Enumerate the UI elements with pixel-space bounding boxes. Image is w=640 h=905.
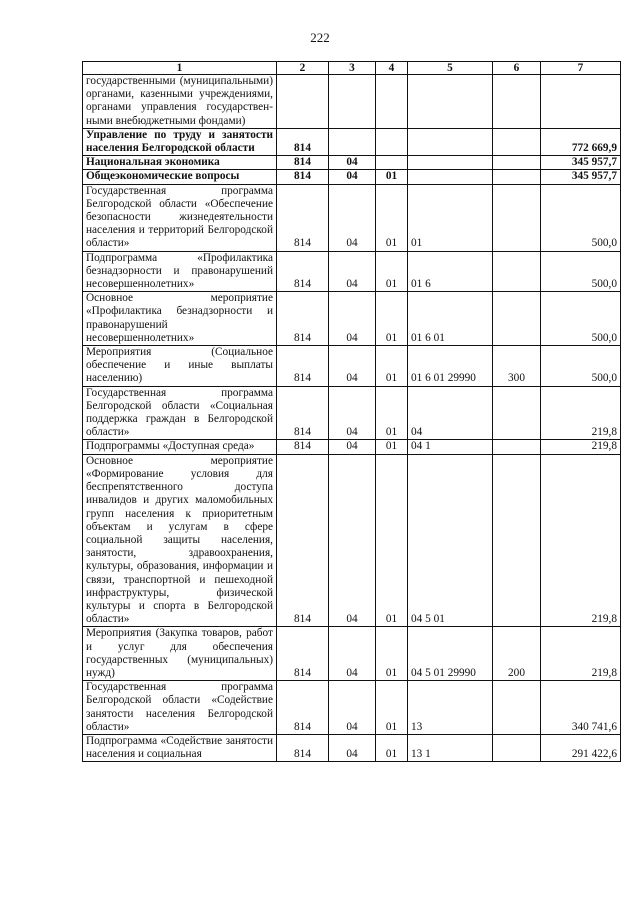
header-col-2: 2 bbox=[277, 62, 329, 75]
row-name: Государственная программа Белгородской области «Социальная поддержка граждан в Белгородской области» bbox=[83, 386, 277, 440]
row-col-3: 04 bbox=[329, 346, 376, 387]
budget-table bbox=[82, 61, 621, 762]
row-col-2: 814 bbox=[277, 734, 329, 761]
row-col-2: 814 bbox=[277, 681, 329, 735]
row-col-7: 500,0 bbox=[541, 184, 621, 251]
row-col-6 bbox=[493, 454, 541, 627]
header-col-1: 1 bbox=[83, 62, 277, 75]
row-col-5: 13 bbox=[408, 681, 493, 735]
row-col-6 bbox=[493, 170, 541, 184]
row-col-4: 01 bbox=[376, 346, 408, 387]
table-row bbox=[83, 251, 621, 292]
row-col-3: 04 bbox=[329, 184, 376, 251]
row-col-2: 814 bbox=[277, 128, 329, 155]
row-name: Управление по труду и занятости населения Белгородской области bbox=[83, 128, 277, 155]
row-col-7: 340 741,6 bbox=[541, 681, 621, 735]
table-row bbox=[83, 75, 621, 129]
row-col-3: 04 bbox=[329, 440, 376, 454]
row-col-6: 300 bbox=[493, 346, 541, 387]
row-col-7: 500,0 bbox=[541, 292, 621, 346]
row-col-5: 04 bbox=[408, 386, 493, 440]
row-col-4 bbox=[376, 128, 408, 155]
row-col-4: 01 bbox=[376, 170, 408, 184]
row-col-2: 814 bbox=[277, 627, 329, 681]
row-col-6 bbox=[493, 128, 541, 155]
row-col-2: 814 bbox=[277, 251, 329, 292]
row-col-6 bbox=[493, 75, 541, 129]
table-row bbox=[83, 128, 621, 155]
row-col-5 bbox=[408, 128, 493, 155]
row-col-5 bbox=[408, 156, 493, 170]
row-col-3: 04 bbox=[329, 170, 376, 184]
row-col-4: 01 bbox=[376, 386, 408, 440]
table-row bbox=[83, 346, 621, 387]
row-col-7: 345 957,7 bbox=[541, 156, 621, 170]
page-number: 222 bbox=[310, 30, 330, 45]
row-col-7: 500,0 bbox=[541, 251, 621, 292]
row-col-5: 01 6 01 29990 bbox=[408, 346, 493, 387]
row-name: Государственная программа Белгородской области «Обеспечение безопасности жизнедеятельности населения и территорий Белгородской области» bbox=[83, 184, 277, 251]
row-col-4: 01 bbox=[376, 627, 408, 681]
row-col-2: 814 bbox=[277, 440, 329, 454]
row-col-4: 01 bbox=[376, 734, 408, 761]
row-name: Подпрограммы «Доступная среда» bbox=[83, 440, 277, 454]
row-col-2: 814 bbox=[277, 454, 329, 627]
table-row bbox=[83, 184, 621, 251]
row-col-5: 04 5 01 29990 bbox=[408, 627, 493, 681]
row-col-5: 01 6 bbox=[408, 251, 493, 292]
row-col-2: 814 bbox=[277, 386, 329, 440]
table-header-row bbox=[83, 62, 621, 75]
row-col-3: 04 bbox=[329, 627, 376, 681]
row-name: Основное мероприятие «Формирование условия для беспрепятственного доступа инвалидов и других маломобильных групп населения к приоритетным объектам и услугам в сфере социальной защиты населения, занятости, здравоохранения, культуры, образования, информации и связи, транспортной и пешеходной инфраструктуры, физической культуры и спорта в Белгородской области» bbox=[83, 454, 277, 627]
row-col-5: 01 6 01 bbox=[408, 292, 493, 346]
row-col-2: 814 bbox=[277, 156, 329, 170]
row-col-6 bbox=[493, 156, 541, 170]
row-col-3: 04 bbox=[329, 454, 376, 627]
row-col-3 bbox=[329, 75, 376, 129]
table-row bbox=[83, 440, 621, 454]
row-col-3: 04 bbox=[329, 156, 376, 170]
table-row bbox=[83, 292, 621, 346]
row-col-6 bbox=[493, 292, 541, 346]
row-col-3: 04 bbox=[329, 292, 376, 346]
row-col-6 bbox=[493, 184, 541, 251]
row-col-4 bbox=[376, 156, 408, 170]
row-name: Подпрограмма «Профилактика безнадзорности и правонарушений несовершеннолетних» bbox=[83, 251, 277, 292]
table-row bbox=[83, 386, 621, 440]
row-col-4: 01 bbox=[376, 454, 408, 627]
row-col-6 bbox=[493, 681, 541, 735]
row-col-4: 01 bbox=[376, 681, 408, 735]
row-col-5 bbox=[408, 75, 493, 129]
row-col-3: 04 bbox=[329, 251, 376, 292]
row-col-6: 200 bbox=[493, 627, 541, 681]
row-name: Мероприятия (Социальное обеспечение и иные выплаты населению) bbox=[83, 346, 277, 387]
row-col-7: 219,8 bbox=[541, 386, 621, 440]
row-col-5: 01 bbox=[408, 184, 493, 251]
row-name: Государственная программа Белгородской области «Содействие занятости населения Белгородской области» bbox=[83, 681, 277, 735]
row-col-5: 04 5 01 bbox=[408, 454, 493, 627]
row-name: Общеэкономические вопросы bbox=[83, 170, 277, 184]
row-col-2: 814 bbox=[277, 346, 329, 387]
row-name: Мероприятия (Закупка товаров, работ и услуг для обеспечения государственных (муниципальных) нужд) bbox=[83, 627, 277, 681]
row-col-2 bbox=[277, 75, 329, 129]
row-col-3: 04 bbox=[329, 681, 376, 735]
header-col-4: 4 bbox=[376, 62, 408, 75]
row-col-4: 01 bbox=[376, 251, 408, 292]
row-col-7 bbox=[541, 75, 621, 129]
row-col-7: 291 422,6 bbox=[541, 734, 621, 761]
row-col-6 bbox=[493, 734, 541, 761]
row-col-7: 219,8 bbox=[541, 627, 621, 681]
row-col-5: 04 1 bbox=[408, 440, 493, 454]
row-col-6 bbox=[493, 386, 541, 440]
row-col-4 bbox=[376, 75, 408, 129]
row-name: государственными (муниципальными) органами, казенными учреждениями, органами управления государствен-ными внебюджетными фондами) bbox=[83, 75, 277, 129]
row-col-7: 219,8 bbox=[541, 454, 621, 627]
row-col-3: 04 bbox=[329, 386, 376, 440]
row-col-2: 814 bbox=[277, 292, 329, 346]
row-col-6 bbox=[493, 440, 541, 454]
row-col-4: 01 bbox=[376, 184, 408, 251]
row-col-5: 13 1 bbox=[408, 734, 493, 761]
row-col-3 bbox=[329, 128, 376, 155]
header-col-7: 7 bbox=[541, 62, 621, 75]
row-col-7: 772 669,9 bbox=[541, 128, 621, 155]
row-col-7: 345 957,7 bbox=[541, 170, 621, 184]
table-row bbox=[83, 734, 621, 761]
row-col-6 bbox=[493, 251, 541, 292]
table-row bbox=[83, 170, 621, 184]
row-col-5 bbox=[408, 170, 493, 184]
row-col-3: 04 bbox=[329, 734, 376, 761]
row-col-4: 01 bbox=[376, 440, 408, 454]
header-col-3: 3 bbox=[329, 62, 376, 75]
row-col-7: 219,8 bbox=[541, 440, 621, 454]
row-name: Подпрограмма «Содействие занятости населения и социальная bbox=[83, 734, 277, 761]
table-row bbox=[83, 681, 621, 735]
row-name: Основное мероприятие «Профилактика безнадзорности и правонарушений несовершеннолетних» bbox=[83, 292, 277, 346]
row-col-4: 01 bbox=[376, 292, 408, 346]
table-row bbox=[83, 156, 621, 170]
table-row bbox=[83, 627, 621, 681]
row-col-2: 814 bbox=[277, 170, 329, 184]
row-name: Национальная экономика bbox=[83, 156, 277, 170]
header-col-5: 5 bbox=[408, 62, 493, 75]
row-col-7: 500,0 bbox=[541, 346, 621, 387]
row-col-2: 814 bbox=[277, 184, 329, 251]
table-row bbox=[83, 454, 621, 627]
header-col-6: 6 bbox=[493, 62, 541, 75]
